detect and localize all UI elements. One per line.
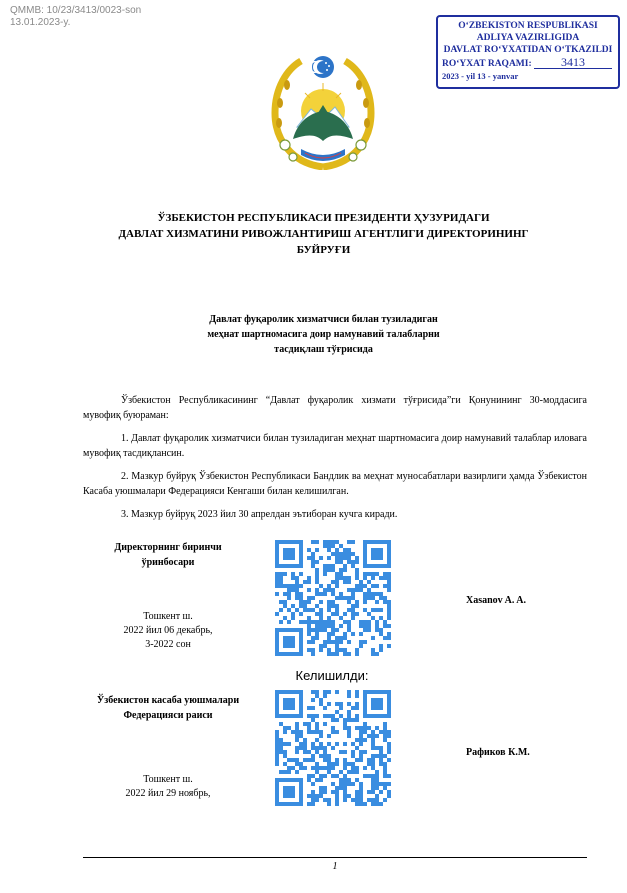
agreed-label: Келишилди: <box>295 668 369 683</box>
signature1-title <box>83 540 253 570</box>
signature2-title-line-2: Федерацияси раиси <box>123 710 213 721</box>
stamp-line-1: O‘ZBEKISTON RESPUBLIKASI <box>458 21 598 31</box>
stamp-line-3: DAVLAT RO‘YXATIDAN O‘TKAZILDI <box>443 45 613 55</box>
document-subject <box>150 312 497 357</box>
stamp-date: 2023 - yil 13 - yanvar <box>442 71 519 81</box>
signature1-title-line-1: Директорнинг биринчи <box>114 542 222 553</box>
stamp-line-2: ADLIYA VAZIRLIGIDA <box>476 33 580 43</box>
registration-meta <box>10 5 141 29</box>
page-number: 1 <box>332 861 338 872</box>
qr-code-2 <box>275 690 391 806</box>
body-item-3: 3. Мазкур буйруқ 2023 йил 30 апрелдан эътиборан кучга киради. <box>121 509 398 520</box>
subject-line-3: тасдиқлаш тўғрисида <box>274 344 373 355</box>
signature1-place <box>83 610 253 652</box>
signature1-city: Тошкент ш. <box>143 611 193 622</box>
signature1-date: 2022 йил 06 декабрь, <box>123 625 213 636</box>
uzbekistan-coat-of-arms-icon <box>271 53 375 170</box>
stamp-reg-number: 3413 <box>534 56 612 69</box>
header-line-2: ДАВЛАТ ХИЗМАТИНИ РИВОЖЛАНТИРИШ АГЕНТЛИГИ ДИРЕКТОРИНИНГ <box>118 228 529 240</box>
subject-line-1: Давлат фуқаролик хизматчиси билан тузиладиган <box>209 314 438 325</box>
body-item-1: 1. Давлат фуқаролик хизматчиси билан тузиладиган меҳнат шартномасига доир намунавий талаблар иловага мувофиқ тасдиқлансин. <box>83 433 587 459</box>
signature1-name: Xasanov A. A. <box>466 595 527 606</box>
document-body <box>83 393 587 530</box>
signature2-date: 2022 йил 29 ноябрь, <box>125 788 211 799</box>
signature2-title <box>83 693 253 723</box>
header-line-1: ЎЗБЕКИСТОН РЕСПУБЛИКАСИ ПРЕЗИДЕНТИ ҲУЗУРИДАГИ <box>157 212 490 224</box>
signature1-title-line-2: ўринбосари <box>141 557 195 568</box>
subject-line-2: меҳнат шартномасига доир намунавий талабларни <box>207 329 440 340</box>
registration-ref: QMMB: 10/23/3413/0023-son <box>10 5 142 16</box>
registration-stamp <box>436 15 620 89</box>
body-intro: Ўзбекистон Республикасининг “Давлат фуқаролик хизмати тўғрисида”ги Қонунининг 30-моддасига мувофиқ буюраман: <box>83 395 587 421</box>
signature2-place <box>83 773 253 801</box>
registration-date: 13.01.2023-y. <box>10 17 71 28</box>
qr-code-1 <box>275 540 391 656</box>
signature2-city: Тошкент ш. <box>143 774 193 785</box>
footer-divider <box>83 857 587 858</box>
signature2-name: Рафиков К.М. <box>466 747 530 758</box>
body-item-2: 2. Мазкур буйруқ Ўзбекистон Республикаси Бандлик ва меҳнат муносабатлари вазирлиги ҳамда Ўзбекистон Касаба уюшмалари Федерацияси Кенгаши билан келишилган. <box>83 471 587 497</box>
signature1-number: 3-2022 сон <box>145 639 191 650</box>
signature2-title-line-1: Ўзбекистон касаба уюшмалари <box>96 695 240 706</box>
document-header <box>80 210 567 258</box>
header-line-3: БУЙРУҒИ <box>296 244 351 256</box>
stamp-reg-label: RO‘YXAT RAQAMI: <box>442 59 532 69</box>
stamp-reg-row <box>438 56 618 70</box>
